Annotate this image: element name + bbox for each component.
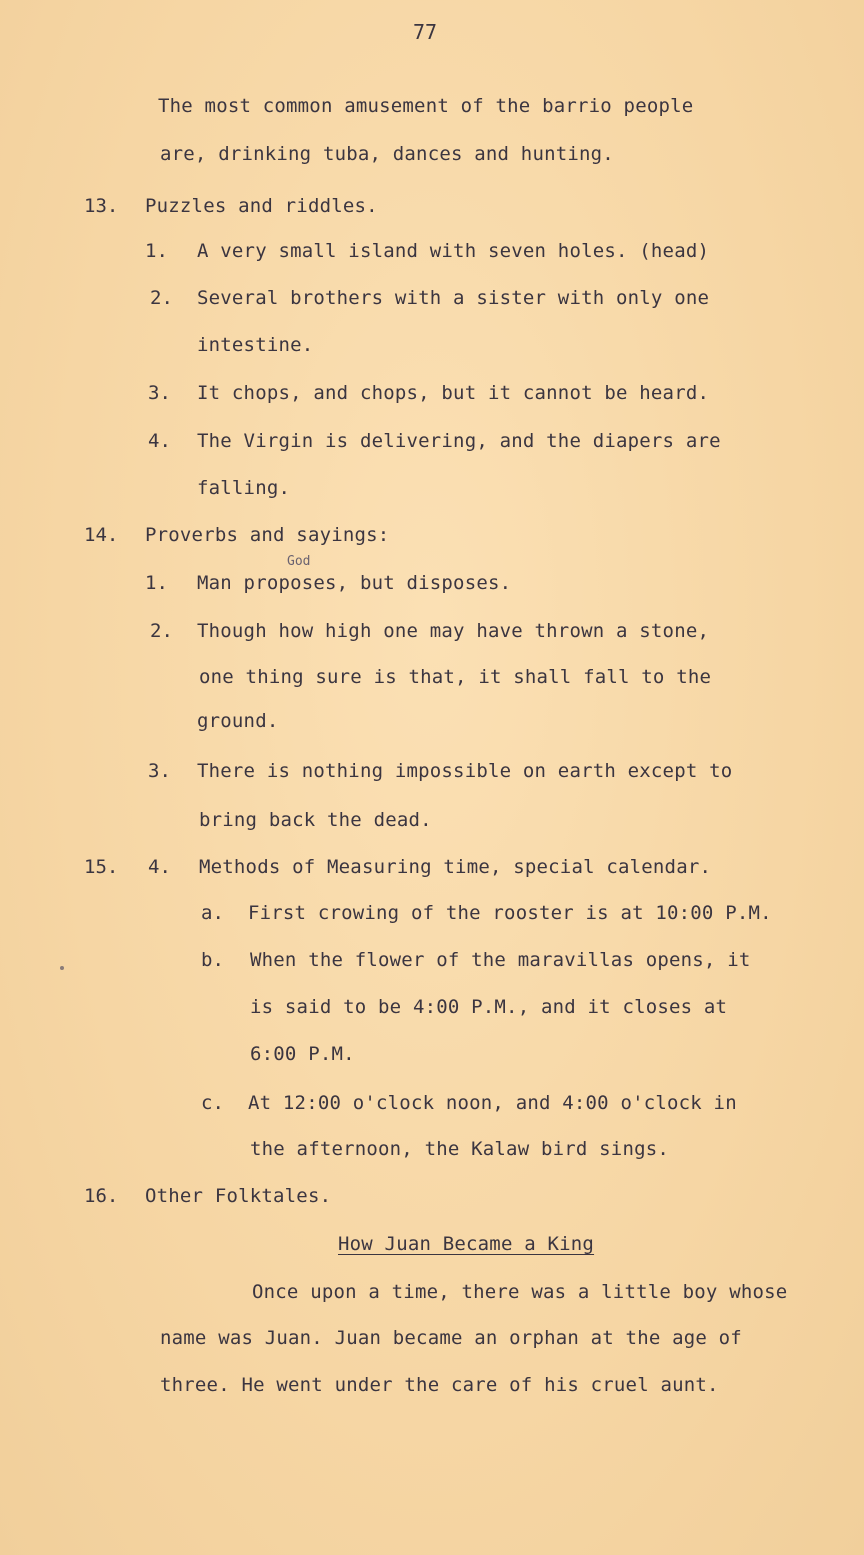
intro-line-2: are, drinking tuba, dances and hunting.: [160, 143, 614, 165]
time-b-text-2: is said to be 4:00 P.M., and it closes at: [250, 996, 728, 1018]
time-c-text-2: the afternoon, the Kalaw bird sings.: [250, 1138, 670, 1160]
time-a-letter: a.: [201, 902, 224, 924]
time-b-text-3: 6:00 P.M.: [250, 1043, 355, 1065]
riddle-1-number: 1.: [145, 240, 168, 262]
riddle-2-text-1: Several brothers with a sister with only one: [197, 287, 710, 309]
story-line-1: Once upon a time, there was a little boy whose: [252, 1281, 788, 1303]
proverb-2-text-1: Though how high one may have thrown a stone,: [197, 620, 710, 642]
story-line-2: name was Juan. Juan became an orphan at the age of: [160, 1327, 742, 1349]
time-b-text-1: When the flower of the maravillas opens, it: [250, 949, 751, 971]
section-16-number: 16.: [84, 1185, 119, 1207]
riddle-1-text: A very small island with seven holes. (head): [197, 240, 710, 262]
proverb-2-text-3: ground.: [197, 710, 279, 732]
proverb-1-text: Man proposes, but disposes.: [197, 572, 512, 594]
stray-mark: [60, 966, 64, 970]
section-14-number: 14.: [84, 524, 119, 546]
riddle-4-text-1: The Virgin is delivering, and the diapers are: [197, 430, 721, 452]
riddle-4-number: 4.: [148, 430, 171, 452]
proverb-3-text-1: There is nothing impossible on earth except to: [197, 760, 733, 782]
section-15-number: 15.: [84, 856, 119, 878]
proverb-2-number: 2.: [150, 620, 173, 642]
section-15-heading: Methods of Measuring time, special calendar.: [199, 856, 712, 878]
time-c-text-1: At 12:00 o'clock noon, and 4:00 o'clock in: [248, 1092, 737, 1114]
handwritten-insertion: God: [287, 554, 311, 569]
time-c-letter: c.: [201, 1092, 224, 1114]
riddle-3-text: It chops, and chops, but it cannot be heard.: [197, 382, 710, 404]
riddle-3-number: 3.: [148, 382, 171, 404]
proverb-3-text-2: bring back the dead.: [199, 809, 432, 831]
section-13-number: 13.: [84, 195, 119, 217]
page-number: 77: [413, 20, 438, 44]
proverb-1-number: 1.: [145, 572, 168, 594]
intro-line-1: The most common amusement of the barrio people: [158, 95, 694, 117]
proverb-3-number: 3.: [148, 760, 171, 782]
riddle-2-text-2: intestine.: [197, 334, 314, 356]
section-13-heading: Puzzles and riddles.: [145, 195, 378, 217]
story-title: How Juan Became a King: [338, 1233, 595, 1255]
section-15-subnumber: 4.: [148, 856, 171, 878]
time-a-text: First crowing of the rooster is at 10:00 P.M.: [248, 902, 772, 924]
section-14-heading: Proverbs and sayings:: [145, 524, 390, 546]
story-line-3: three. He went under the care of his cruel aunt.: [160, 1374, 719, 1396]
riddle-2-number: 2.: [150, 287, 173, 309]
time-b-letter: b.: [201, 949, 224, 971]
riddle-4-text-2: falling.: [197, 477, 291, 499]
proverb-2-text-2: one thing sure is that, it shall fall to the: [199, 666, 712, 688]
section-16-heading: Other Folktales.: [145, 1185, 332, 1207]
